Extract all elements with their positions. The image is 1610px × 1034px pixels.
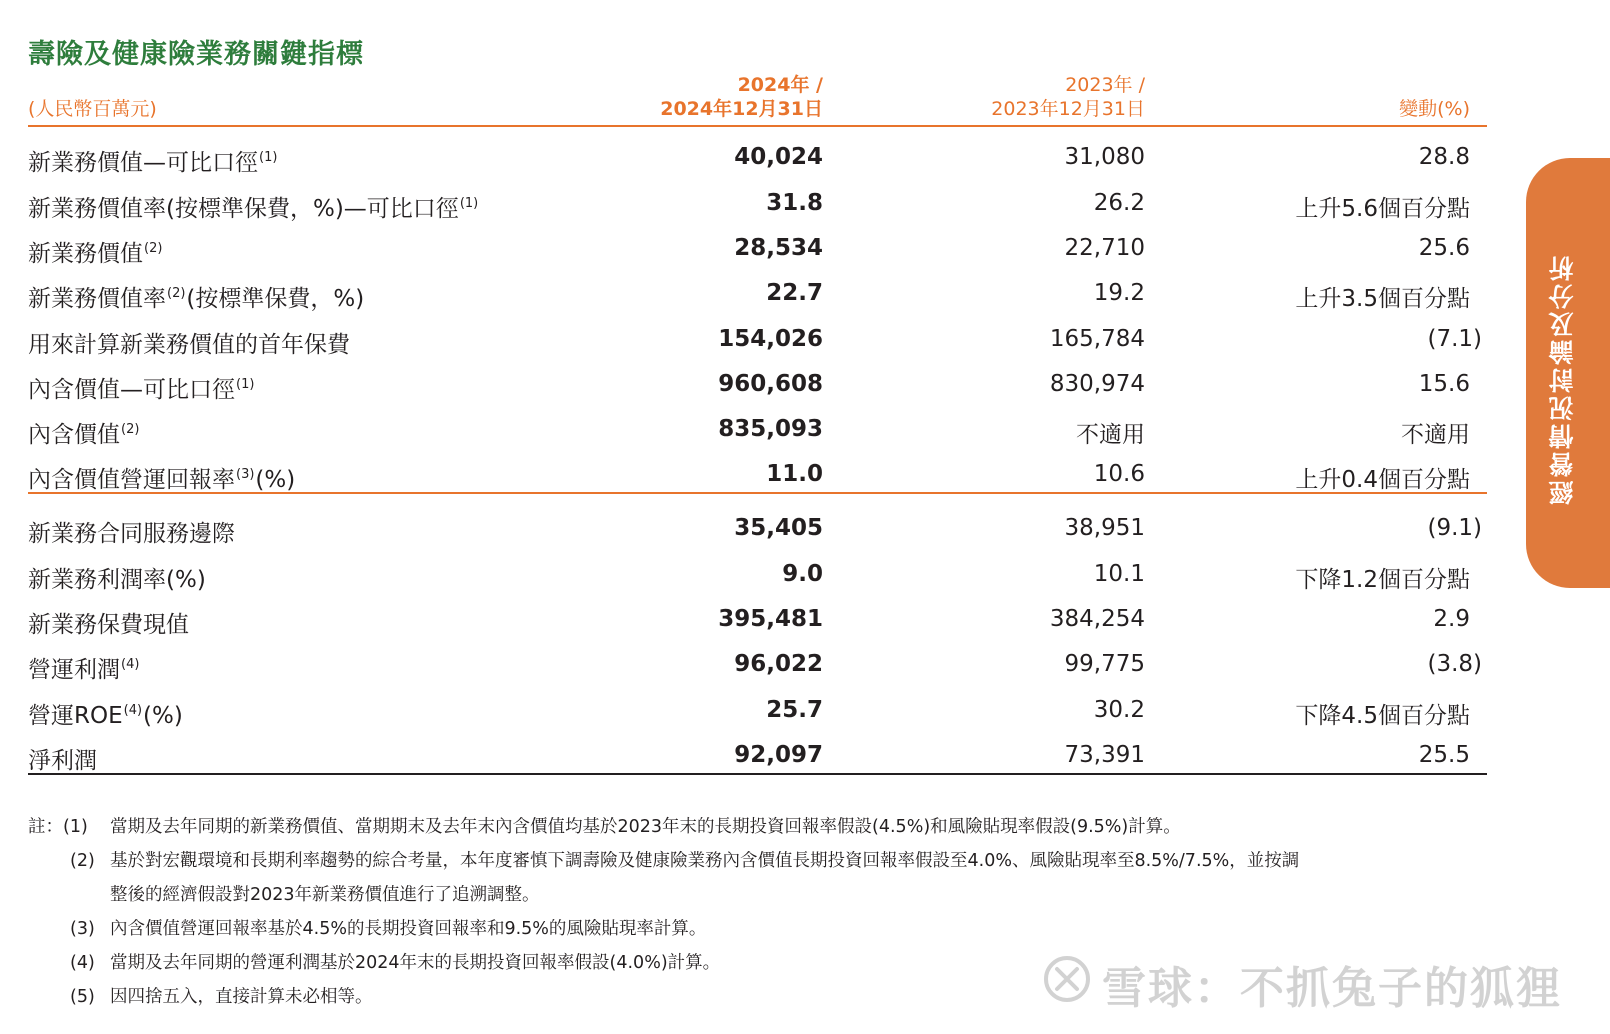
value-2023: 10.6: [1093, 461, 1145, 487]
row-label: [28, 651, 140, 684]
footnote-3: [28, 912, 1299, 946]
value-2023: 31,080: [1064, 144, 1145, 170]
value-change: 15.6: [1418, 371, 1470, 397]
value-change: 不適用: [1401, 422, 1470, 448]
value-2024: 31.8: [766, 190, 823, 216]
value-2024: 22.7: [766, 280, 823, 306]
row-label-text: 新業務價值率(按標準保費，%)—可比口徑: [28, 196, 459, 222]
column-header-2024-line2: 2024年12月31日: [660, 98, 823, 120]
footnote-marker: (5): [70, 987, 95, 1007]
row-footnote-ref: (1): [459, 196, 479, 211]
row-label: [28, 416, 140, 449]
row-footnote-ref: (1): [259, 150, 278, 165]
row-label-text: 新業務合同服務邊際: [28, 521, 235, 547]
row-label: [28, 606, 191, 639]
footnote-text: 因四捨五入，直接計算未必相等。: [110, 987, 373, 1007]
value-change: 下降4.5個百分點: [1295, 703, 1470, 729]
footnote-marker: (4): [70, 953, 95, 973]
footnote-1: [28, 810, 1299, 844]
value-2023: 73,391: [1064, 742, 1145, 768]
table-row: [0, 361, 1610, 407]
row-label: [28, 280, 364, 313]
row-footnote-ref: (1): [236, 377, 255, 392]
value-2023: 165,784: [1049, 326, 1145, 352]
row-label: [28, 326, 352, 359]
value-2023: 19.2: [1093, 280, 1145, 306]
unit-label: (人民幣百萬元): [28, 98, 157, 120]
value-2024: 35,405: [734, 515, 823, 541]
column-header-2024-line1: 2024年 /: [737, 74, 823, 96]
row-label: [28, 461, 295, 494]
footnote-2-continued: [28, 878, 1299, 912]
row-footnote-ref: (3): [236, 467, 255, 482]
value-change: 上升0.4個百分點: [1295, 467, 1470, 493]
row-label-text: 淨利潤: [28, 748, 97, 774]
table-row: [0, 134, 1610, 180]
value-2023: 22,710: [1064, 235, 1145, 261]
row-footnote-ref: (4): [121, 657, 140, 672]
row-footnote-ref: (2): [121, 422, 140, 437]
row-label-text: 營運利潤: [28, 657, 120, 683]
watermark: [1042, 952, 1562, 1016]
column-header-change: 變動(%): [1399, 98, 1470, 120]
value-change: 25.6: [1418, 235, 1470, 261]
value-2023: 830,974: [1049, 371, 1145, 397]
table-row: [0, 641, 1610, 687]
row-footnote-ref: (2): [167, 286, 186, 301]
page-title: 壽險及健康險業務關鍵指標: [28, 39, 364, 70]
row-label-text: 新業務價值—可比口徑: [28, 150, 258, 176]
column-header-2024: [660, 73, 823, 121]
value-2024: 960,608: [718, 371, 823, 397]
table-row: [0, 316, 1610, 362]
value-2024: 96,022: [734, 651, 823, 677]
row-label: [28, 697, 183, 730]
footnote-marker: (2): [70, 851, 95, 871]
value-2024: 92,097: [734, 742, 823, 768]
row-label: [28, 515, 237, 548]
value-change: 28.8: [1418, 144, 1470, 170]
value-2024: 9.0: [782, 561, 823, 587]
row-label: [28, 371, 255, 404]
value-change: 上升3.5個百分點: [1295, 286, 1470, 312]
section-side-tab-label: 經營情況討論及分析: [1548, 253, 1577, 505]
value-2024: 28,534: [734, 235, 823, 261]
value-change: (3.8): [1427, 651, 1482, 677]
row-label-text: 內含價值: [28, 422, 120, 448]
row-label-text: 內含價值—可比口徑: [28, 377, 235, 403]
row-label-suffix: (%): [143, 703, 183, 729]
value-2024: 40,024: [734, 144, 823, 170]
row-label: [28, 742, 99, 775]
row-label-suffix: (按標準保費，%): [186, 286, 365, 312]
watermark-text: 雪球：不抓兔子的狐狸: [1102, 963, 1562, 1014]
table-row: [0, 505, 1610, 551]
row-footnote-ref: (4): [123, 703, 143, 718]
table-row: [0, 180, 1610, 226]
value-2023: 38,951: [1064, 515, 1145, 541]
value-2023: 384,254: [1049, 606, 1145, 632]
footnote-marker: (3): [70, 919, 95, 939]
row-label-text: 新業務價值: [28, 241, 143, 267]
footnote-marker: 註：(1): [28, 817, 88, 837]
row-label-suffix: (%): [255, 467, 296, 493]
row-label-text: 用來計算新業務價值的首年保費: [28, 332, 350, 358]
value-2023: 30.2: [1093, 697, 1145, 723]
value-2024: 11.0: [766, 461, 823, 487]
value-2024: 395,481: [718, 606, 823, 632]
value-change: (9.1): [1427, 515, 1482, 541]
footnote-text: 當期及去年同期的新業務價值、當期期末及去年末內含價值均基於2023年末的長期投資回報率假設(4.5%)和風險貼現率假設(9.5%)計算。: [110, 817, 1181, 837]
column-header-2023: [991, 73, 1145, 121]
value-2023: 10.1: [1093, 561, 1145, 587]
footnote-text: 基於對宏觀環境和長期利率趨勢的綜合考量，本年度審慎下調壽險及健康險業務內含價值長期投資回報率假設至4.0%、風險貼現率至8.5%/7.5%，並按調: [110, 851, 1300, 871]
table-row: [0, 225, 1610, 271]
xueqiu-logo-icon: [1042, 954, 1092, 1015]
value-change: (7.1): [1427, 326, 1482, 352]
row-label: [28, 190, 479, 223]
table-row: [0, 687, 1610, 733]
table-row: [0, 596, 1610, 642]
table-row: [0, 270, 1610, 316]
row-label-text: 新業務保費現值: [28, 612, 189, 638]
value-2024: 25.7: [766, 697, 823, 723]
table-row: [0, 451, 1610, 497]
row-label-text: 營運ROE: [28, 703, 123, 729]
value-change: 上升5.6個百分點: [1295, 196, 1470, 222]
row-label: [28, 235, 163, 268]
footnote-text: 內含價值營運回報率基於4.5%的長期投資回報率和9.5%的風險貼現率計算。: [110, 919, 707, 939]
row-label-text: 新業務利潤率(%): [28, 567, 206, 593]
table-row: [0, 551, 1610, 597]
row-label-text: 新業務價值率: [28, 286, 166, 312]
table-row: [0, 732, 1610, 778]
footnote-text: 當期及去年同期的營運利潤基於2024年末的長期投資回報率假設(4.0%)計算。: [110, 953, 721, 973]
value-change: 25.5: [1418, 742, 1470, 768]
value-2023: 26.2: [1093, 190, 1145, 216]
value-2024: 835,093: [718, 416, 823, 442]
row-label: [28, 144, 278, 177]
value-2024: 154,026: [718, 326, 823, 352]
value-change: 下降1.2個百分點: [1295, 567, 1470, 593]
footnote-2: [28, 844, 1299, 878]
row-label: [28, 561, 208, 594]
table-row: [0, 406, 1610, 452]
footnote-text: 整後的經濟假設對2023年新業務價值進行了追溯調整。: [110, 885, 540, 905]
column-header-2023-line1: 2023年 /: [1065, 74, 1145, 96]
value-change: 2.9: [1433, 606, 1470, 632]
value-2023: 99,775: [1064, 651, 1145, 677]
value-2023: 不適用: [1076, 422, 1145, 448]
row-footnote-ref: (2): [144, 241, 163, 256]
column-header-2023-line2: 2023年12月31日: [991, 98, 1145, 120]
row-label-text: 內含價值營運回報率: [28, 467, 235, 493]
header-divider: [28, 125, 1487, 127]
